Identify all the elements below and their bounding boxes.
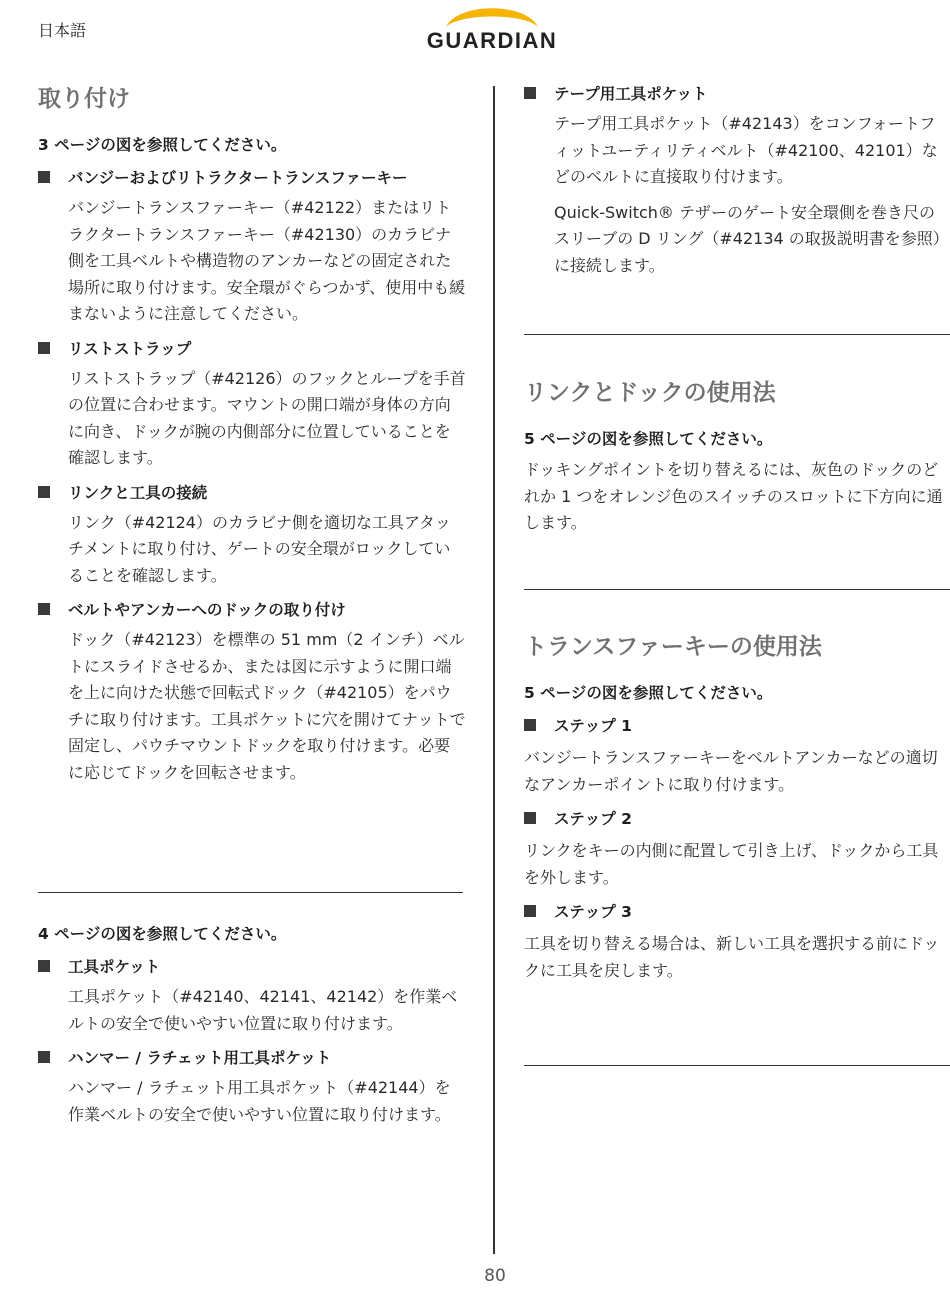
bullet-square-icon <box>524 812 536 824</box>
step-heading <box>524 900 948 922</box>
figure-reference: 3 ページの図を参照してください。 <box>38 136 287 154</box>
bullet-square-icon <box>38 342 50 354</box>
section-body: ドッキングポイントを切り替えるには、灰色のドックのどれか 1 つをオレンジ色のスイッチのスロットに下方向に通します。 <box>524 460 943 532</box>
step-body: リンクをキーの内側に配置して引き上げ、ドックから工具を外します。 <box>524 841 939 887</box>
heading-text: ハンマー / ラチェット用工具ポケット <box>68 1049 332 1067</box>
transfer-key-title: トランスファーキーの使用法 <box>524 634 822 660</box>
heading-text: バンジーおよびリトラクタートランスファーキー <box>68 169 408 187</box>
figure-reference: 4 ページの図を参照してください。 <box>38 925 287 943</box>
figure-reference: 5 ページの図を参照してください。 <box>524 430 773 448</box>
figure-reference: 5 ページの図を参照してください。 <box>524 684 773 702</box>
section-heading <box>38 481 466 503</box>
language-label: 日本語 <box>38 21 87 40</box>
left-column-lower <box>38 922 466 1128</box>
heading-text: ステップ 3 <box>554 903 632 921</box>
bullet-square-icon <box>524 87 536 99</box>
column-divider <box>493 86 495 1254</box>
section-body: Quick-Switch® テザーのゲート安全環側を巻き尺のスリーブの D リング（#42134 の取扱説明書を参照）に接続します。 <box>554 202 941 275</box>
installation-title: 取り付け <box>38 86 130 112</box>
section-body: ドック（#42123）を標準の 51 mm（2 インチ）ベルトにスライドさせるか、または図に示すように開口端を上に向けた状態で回転式ドック（#42105）をパウチに取り付けます。工具ポケットに穴を開けてナットで固定し、パウチマウントドックを取り付けます。必要に応じてドックを回転させます。 <box>68 630 466 782</box>
link-dock-title: リンクとドックの使用法 <box>524 380 776 406</box>
section-divider <box>524 589 950 590</box>
left-column <box>38 80 466 786</box>
section-divider <box>524 1065 950 1066</box>
bullet-square-icon <box>38 603 50 615</box>
section-body: バンジートランスファーキー（#42122）またはリトラクタートランスファーキー（#42130）のカラビナ側を工具ベルトや構造物のアンカーなどの固定された場所に取り付けます。安全環がぐらつかず、使用中も緩まないように注意してください。 <box>68 198 466 323</box>
heading-text: 工具ポケット <box>68 958 161 976</box>
bullet-square-icon <box>38 171 50 183</box>
section-heading <box>38 1046 466 1068</box>
heading-text: テープ用工具ポケット <box>554 85 708 103</box>
section-divider <box>524 334 950 335</box>
section-heading <box>38 337 466 359</box>
step-heading <box>524 714 948 736</box>
section-body: 工具ポケット（#42140、42141、42142）を作業ベルトの安全で使いやすい位置に取り付けます。 <box>68 987 458 1033</box>
bullet-square-icon <box>38 1051 50 1063</box>
right-column <box>524 82 948 279</box>
heading-text: ベルトやアンカーへのドックの取り付け <box>68 601 346 619</box>
heading-text: リストストラップ <box>68 339 192 358</box>
section-body: リストストラップ（#42126）のフックとループを手首の位置に合わせます。マウントの開口端が身体の方向に向き、ドックが腕の内側部分に位置していることを確認します。 <box>68 368 466 467</box>
brand-name: GUARDIAN <box>426 28 558 53</box>
bullet-square-icon <box>524 905 536 917</box>
bullet-square-icon <box>38 486 50 498</box>
section-body: リンク（#42124）のカラビナ側を適切な工具アタッチメントに取り付け、ゲートの安全環がロックしていることを確認します。 <box>68 512 451 585</box>
heading-text: ステップ 1 <box>554 717 632 735</box>
bullet-square-icon <box>38 960 50 972</box>
transfer-key-section <box>524 628 948 984</box>
section-divider <box>38 892 463 893</box>
page-number: 80 <box>484 1266 506 1286</box>
section-heading <box>38 955 466 977</box>
section-heading <box>524 82 948 104</box>
step-body: バンジートランスファーキーをベルトアンカーなどの適切なアンカーポイントに取り付けます。 <box>524 748 938 794</box>
guardian-logo <box>400 4 584 54</box>
heading-text: ステップ 2 <box>554 810 632 828</box>
section-heading <box>38 598 466 620</box>
step-body: 工具を切り替える場合は、新しい工具を選択する前にドックに工具を戻します。 <box>524 934 940 980</box>
section-body: テープ用工具ポケット（#42143）をコンフォートフィットユーティリティベルト（#42100、42101）などのベルトに直接取り付けます。 <box>554 114 938 186</box>
step-heading <box>524 807 948 829</box>
link-dock-section <box>524 374 948 537</box>
section-heading <box>38 166 466 188</box>
section-body: ハンマー / ラチェット用工具ポケット（#42144）を作業ベルトの安全で使いやすい位置に取り付けます。 <box>68 1078 451 1124</box>
heading-text: リンクと工具の接続 <box>68 483 208 502</box>
bullet-square-icon <box>524 719 536 731</box>
